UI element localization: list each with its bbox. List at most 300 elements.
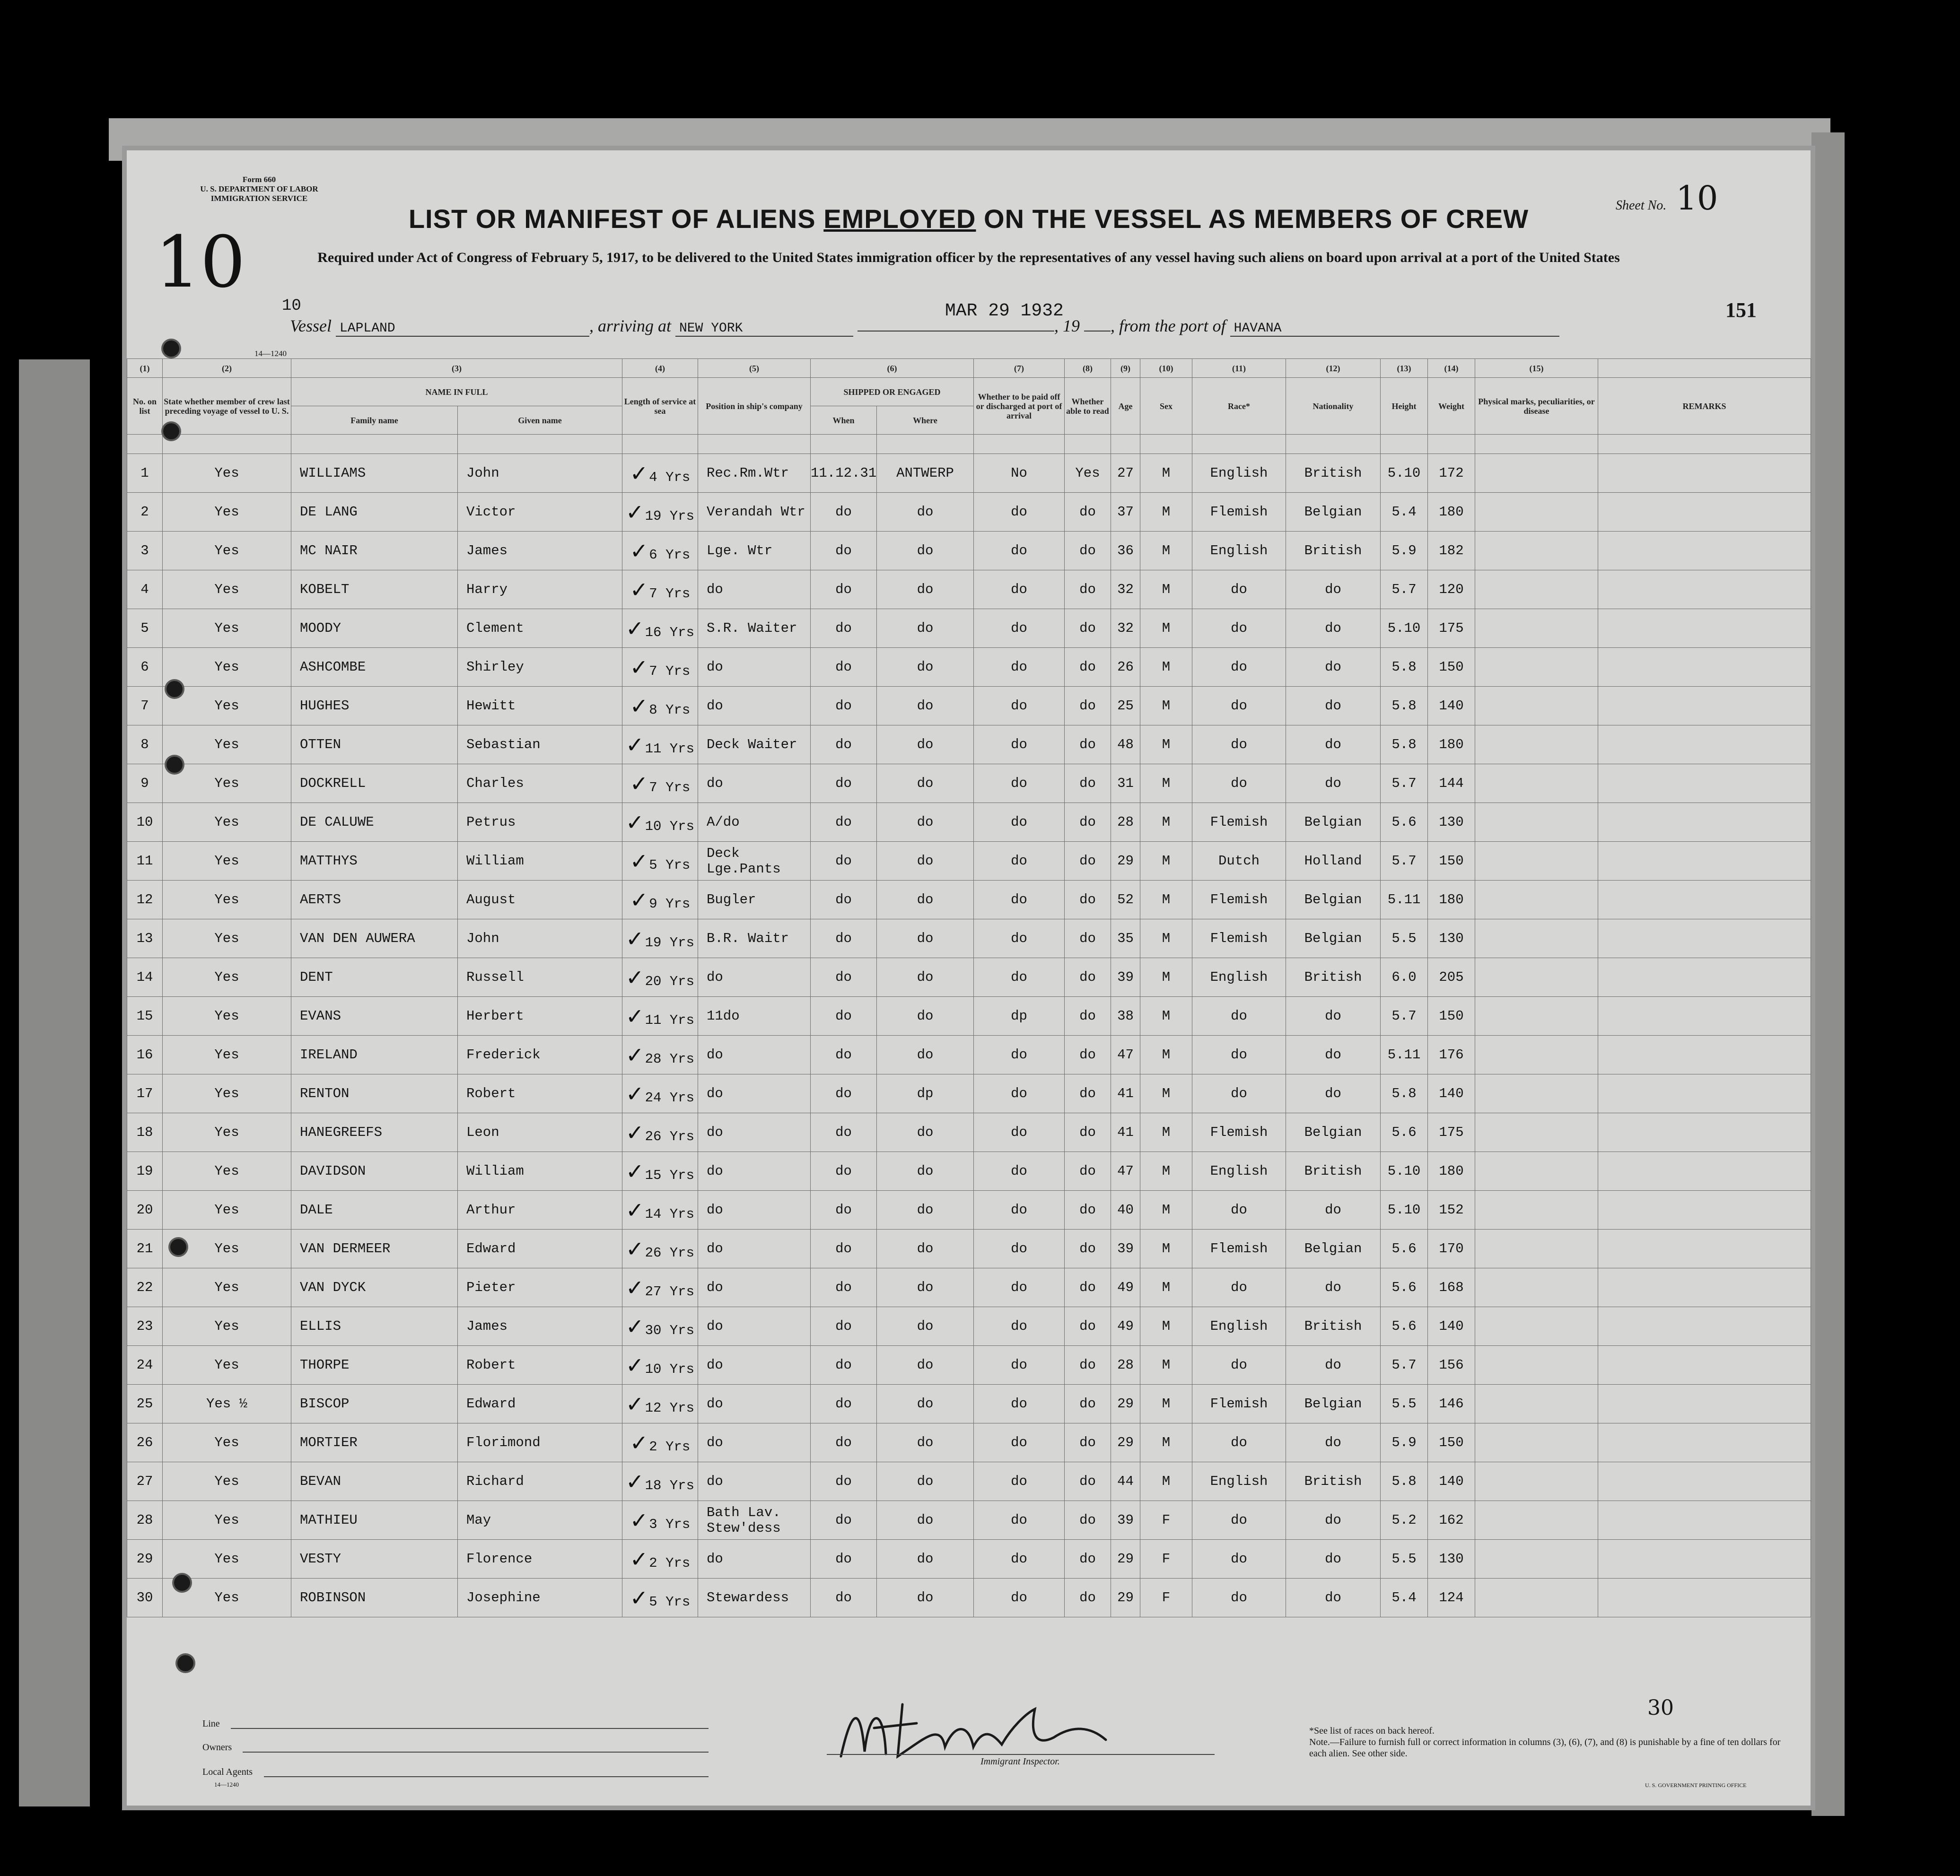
height-cell [1381,454,1428,493]
colnum-3: (3) [291,359,622,378]
sex-cell [1140,842,1192,881]
given-name-cell [458,1307,622,1346]
age: 49 [1117,1280,1134,1295]
length-of-service-cell [622,881,698,919]
family-name-cell [291,1230,458,1268]
position: S.R. Waiter [707,620,797,636]
nationality-cell [1286,532,1381,570]
paid-off-cell [974,725,1065,764]
race-cell [1192,493,1286,532]
sex-cell [1140,997,1192,1036]
paid-off-cell [974,958,1065,997]
row-number-cell [127,997,163,1036]
crew-member-cell [163,881,291,919]
header-given-name: Given name [458,406,622,435]
length-of-service: 7 Yrs [649,663,691,679]
row-number: 9 [140,776,149,791]
crew-row [127,725,1811,764]
age-cell [1111,803,1140,842]
sex: M [1162,1163,1171,1179]
crew-member: Yes [214,582,239,597]
nationality-cell [1286,1036,1381,1074]
row-number: 23 [136,1318,153,1334]
paid-off: do [1011,1241,1027,1256]
shipped-when-cell [811,1540,877,1579]
given-name: William [466,1163,524,1179]
given-name-cell [458,725,622,764]
given-name-cell [458,1385,622,1423]
age-cell [1111,609,1140,648]
able-to-read: do [1079,1590,1096,1606]
nationality-cell [1286,997,1381,1036]
checkmark-icon: ✓ [630,460,648,486]
shipped-where: do [917,1008,934,1024]
row-number-cell [127,1074,163,1113]
given-name: Victor [466,504,516,520]
crew-member: Yes [214,1280,239,1295]
physical-marks-cell [1475,958,1598,997]
age: 28 [1117,814,1134,830]
paid-off-cell [974,1346,1065,1385]
able-to-read-cell [1065,1113,1111,1152]
nationality-cell [1286,1385,1381,1423]
paid-off-cell [974,609,1065,648]
signature-line [827,1754,1215,1755]
height-cell [1381,764,1428,803]
given-name-cell [458,1501,622,1540]
family-name: DAVIDSON [300,1163,366,1179]
sex-cell [1140,1579,1192,1617]
length-of-service: 14 Yrs [645,1206,694,1222]
age-cell [1111,532,1140,570]
position: do [707,969,723,985]
paid-off: do [1011,582,1027,597]
nationality: Belgian [1304,814,1362,830]
race-cell [1192,1501,1286,1540]
weight: 130 [1439,1551,1464,1567]
race-cell [1192,532,1286,570]
shipped-when-cell [811,764,877,803]
race: Flemish [1210,1241,1268,1256]
height-cell [1381,687,1428,725]
nationality: do [1325,1435,1341,1450]
able-to-read: do [1079,1396,1096,1412]
checkmark-icon: ✓ [626,732,644,758]
length-of-service-cell [622,609,698,648]
height: 5.4 [1391,1590,1417,1606]
remarks-cell [1598,1423,1811,1462]
height-cell [1381,532,1428,570]
colnum-remarks [1598,359,1811,378]
weight-cell [1428,1036,1475,1074]
remarks-cell [1598,803,1811,842]
nationality: Belgian [1304,1125,1362,1140]
position: do [707,1241,723,1256]
position-cell [698,1113,811,1152]
row-number: 20 [136,1202,153,1218]
length-of-service: 18 Yrs [645,1477,694,1493]
height-cell [1381,1540,1428,1579]
remarks-cell [1598,1036,1811,1074]
header-crew-member: State whether member of crew last preceding voyage of vessel to U. S. [163,378,291,435]
race: Flemish [1210,892,1268,907]
shipped-where: do [917,504,934,520]
row-number: 2 [140,504,149,520]
crew-member: Yes [214,1551,239,1567]
shipped-where-cell [877,881,974,919]
race-cell [1192,1152,1286,1191]
race: do [1231,1435,1247,1450]
row-number: 28 [136,1512,153,1528]
family-name-cell [291,1385,458,1423]
length-of-service: 12 Yrs [645,1400,694,1416]
printing-office: U. S. GOVERNMENT PRINTING OFFICE [1645,1782,1747,1789]
length-of-service: 11 Yrs [645,741,694,757]
nationality: Belgian [1304,931,1362,946]
shipped-where: do [917,853,934,869]
able-to-read-cell [1065,648,1111,687]
colnum-7: (7) [974,359,1065,378]
checkmark-icon: ✓ [630,1546,648,1572]
shipped-when: do [835,1435,852,1450]
weight-cell [1428,997,1475,1036]
paid-off-cell [974,997,1065,1036]
colnum-12: (12) [1286,359,1381,378]
position-cell [698,1230,811,1268]
family-name-cell [291,725,458,764]
nationality: do [1325,1590,1341,1606]
crew-member-cell [163,1268,291,1307]
weight: 175 [1439,620,1464,636]
family-name-cell [291,881,458,919]
family-name: OTTEN [300,737,341,752]
age-cell [1111,725,1140,764]
height: 5.9 [1391,543,1417,558]
height: 5.7 [1391,1357,1417,1373]
weight: 140 [1439,1318,1464,1334]
age-cell [1111,1230,1140,1268]
owners-blank [243,1752,709,1753]
crew-member: Yes [214,853,239,869]
remarks-cell [1598,1152,1811,1191]
crew-row [127,1268,1811,1307]
height: 5.6 [1391,1125,1417,1140]
crew-row [127,764,1811,803]
race-cell [1192,1307,1286,1346]
sex: F [1162,1590,1171,1606]
age: 39 [1117,969,1134,985]
race-cell [1192,1113,1286,1152]
age: 41 [1117,1125,1134,1140]
year-label: , 19 [1054,316,1080,335]
paid-off-cell [974,1268,1065,1307]
given-name: Florence [466,1551,533,1567]
position: Lge. Wtr [707,543,773,558]
family-name: DENT [300,969,333,985]
family-name: VESTY [300,1551,341,1567]
nationality-cell [1286,725,1381,764]
shipped-where: do [917,1435,934,1450]
height: 5.11 [1387,892,1421,907]
weight: 150 [1439,659,1464,675]
given-name: Hewitt [466,698,516,714]
shipped-where: do [917,1512,934,1528]
checkmark-icon: ✓ [630,576,648,602]
family-name-cell [291,1501,458,1540]
crew-member-cell [163,1307,291,1346]
crew-row [127,687,1811,725]
physical-marks-cell [1475,1191,1598,1230]
binder-hole [166,757,183,773]
nationality-cell [1286,1191,1381,1230]
shipped-where-cell [877,1230,974,1268]
shipped-where-cell [877,648,974,687]
inspector-signature [831,1695,1115,1766]
header-able-read: Whether able to read [1065,378,1111,435]
nationality: Belgian [1304,892,1362,907]
position: do [707,1357,723,1373]
weight: 146 [1439,1396,1464,1412]
height: 5.10 [1387,465,1421,481]
position: do [707,1551,723,1567]
row-number: 30 [136,1590,153,1606]
nationality-cell [1286,881,1381,919]
position: do [707,1163,723,1179]
sex-cell [1140,1152,1192,1191]
physical-marks-cell [1475,1074,1598,1113]
shipped-where-cell [877,1113,974,1152]
checkmark-icon: ✓ [626,499,644,525]
colnum-8: (8) [1065,359,1111,378]
age: 47 [1117,1163,1134,1179]
given-name-cell [458,919,622,958]
sex: M [1162,1241,1171,1256]
paid-off-cell [974,687,1065,725]
nationality-cell [1286,1579,1381,1617]
row-number-cell [127,958,163,997]
given-name: Clement [466,620,524,636]
shipped-when-cell [811,1074,877,1113]
crew-member: Yes [214,659,239,675]
weight: 120 [1439,582,1464,597]
position: do [707,1202,723,1218]
remarks-cell [1598,1307,1811,1346]
length-of-service-cell [622,570,698,609]
crew-member-cell [163,454,291,493]
given-name-cell [458,842,622,881]
shipped-when: do [835,1512,852,1528]
crew-row [127,454,1811,493]
race: English [1210,1163,1268,1179]
family-name: MORTIER [300,1435,358,1450]
family-name: HUGHES [300,698,350,714]
nationality-cell [1286,648,1381,687]
shipped-when: do [835,620,852,636]
length-of-service: 15 Yrs [645,1167,694,1183]
age-cell [1111,1346,1140,1385]
shipped-when: do [835,969,852,985]
weight: 176 [1439,1047,1464,1063]
nationality: do [1325,1357,1341,1373]
length-of-service: 5 Yrs [649,1594,691,1610]
able-to-read-cell [1065,1346,1111,1385]
height: 5.5 [1391,931,1417,946]
shipped-when: do [835,1008,852,1024]
crew-member-cell [163,648,291,687]
shipped-where-cell [877,493,974,532]
age-cell [1111,648,1140,687]
manifest-page [127,150,1811,1806]
sex: M [1162,1047,1171,1063]
family-name-cell [291,1540,458,1579]
checkmark-icon: ✓ [630,693,648,719]
given-name-cell [458,1423,622,1462]
row-number-cell [127,1346,163,1385]
physical-marks-cell [1475,842,1598,881]
age-cell [1111,1152,1140,1191]
checkmark-icon: ✓ [626,1081,644,1107]
paid-off: do [1011,1474,1027,1489]
length-of-service: 19 Yrs [645,508,694,524]
checkmark-icon: ✓ [626,1042,644,1068]
nationality-cell [1286,687,1381,725]
family-name: RENTON [300,1086,350,1101]
given-name-cell [458,1540,622,1579]
family-name: DALE [300,1202,333,1218]
remarks-cell [1598,493,1811,532]
given-name: Josephine [466,1590,541,1606]
length-of-service-cell [622,1036,698,1074]
sex-cell [1140,493,1192,532]
shipped-where-cell [877,532,974,570]
able-to-read: do [1079,931,1096,946]
family-name: ROBINSON [300,1590,366,1606]
given-name-cell [458,997,622,1036]
row-number-cell [127,570,163,609]
race: Flemish [1210,1396,1268,1412]
family-name-cell [291,1152,458,1191]
age: 37 [1117,504,1134,520]
checkmark-icon: ✓ [626,1313,644,1339]
row-number-cell [127,1113,163,1152]
sex: M [1162,659,1171,675]
sex-cell [1140,648,1192,687]
paid-off: do [1011,698,1027,714]
paid-off: do [1011,737,1027,752]
physical-marks-cell [1475,1462,1598,1501]
row-number: 24 [136,1357,153,1373]
position: B.R. Waitr [707,931,789,946]
shipped-when-cell [811,1230,877,1268]
colnum-15: (15) [1475,359,1598,378]
sex-cell [1140,1462,1192,1501]
shipped-when: do [835,814,852,830]
length-of-service-cell [622,1540,698,1579]
family-name-cell [291,1423,458,1462]
length-of-service: 27 Yrs [645,1283,694,1300]
arrival-date-blank [858,331,1054,332]
age-cell [1111,1268,1140,1307]
crew-member-cell [163,532,291,570]
checkmark-icon: ✓ [630,1430,648,1456]
paid-off-cell [974,1462,1065,1501]
weight-cell [1428,454,1475,493]
position-cell [698,493,811,532]
position-cell [698,570,811,609]
paid-off: No [1011,465,1027,481]
paid-off: do [1011,931,1027,946]
footer-form-code: 14—1240 [214,1781,239,1788]
crew-member: Yes [214,1590,239,1606]
given-name: John [466,931,499,946]
sex-cell [1140,1385,1192,1423]
weight-cell [1428,1113,1475,1152]
length-of-service-cell [622,764,698,803]
physical-marks-cell [1475,1230,1598,1268]
shipped-where-cell [877,1152,974,1191]
height: 5.11 [1387,1047,1421,1063]
length-of-service: 26 Yrs [645,1128,694,1144]
nationality-cell [1286,842,1381,881]
shipped-where-cell [877,1501,974,1540]
length-of-service: 4 Yrs [649,469,691,485]
weight: 140 [1439,698,1464,714]
arriving-label: , arriving at [589,316,671,335]
position-cell [698,803,811,842]
checkmark-icon: ✓ [630,1507,648,1533]
crew-member-cell [163,1501,291,1540]
family-name-cell [291,1036,458,1074]
remarks-cell [1598,1579,1811,1617]
height-cell [1381,803,1428,842]
remarks-cell [1598,609,1811,648]
physical-marks-cell [1475,1113,1598,1152]
height: 5.6 [1391,1280,1417,1295]
given-name-cell [458,532,622,570]
physical-marks-cell [1475,997,1598,1036]
able-to-read-cell [1065,532,1111,570]
given-name: Leon [466,1125,499,1140]
physical-marks-cell [1475,1385,1598,1423]
sex-cell [1140,881,1192,919]
paid-off-cell [974,1307,1065,1346]
shipped-when-cell [811,570,877,609]
physical-marks-cell [1475,919,1598,958]
able-to-read: do [1079,1280,1096,1295]
given-name: Richard [466,1474,524,1489]
header-paid-off: Whether to be paid off or discharged at port of arrival [974,378,1065,435]
sex: M [1162,698,1171,714]
shipped-where-cell [877,1462,974,1501]
position-cell [698,1579,811,1617]
shipped-where: do [917,1357,934,1373]
physical-marks-cell [1475,454,1598,493]
shipped-where-cell [877,570,974,609]
paid-off: do [1011,1551,1027,1567]
sex-cell [1140,1074,1192,1113]
checkmark-icon: ✓ [630,770,648,796]
shipped-when: do [835,1202,852,1218]
paid-off: do [1011,1435,1027,1450]
row-number-cell [127,1268,163,1307]
title-underlined: EMPLOYED [823,204,976,234]
header-sex: Sex [1140,378,1192,435]
race: do [1231,698,1247,714]
length-of-service-cell [622,1462,698,1501]
weight: 180 [1439,504,1464,520]
race: do [1231,1512,1247,1528]
header-weight: Weight [1428,378,1475,435]
